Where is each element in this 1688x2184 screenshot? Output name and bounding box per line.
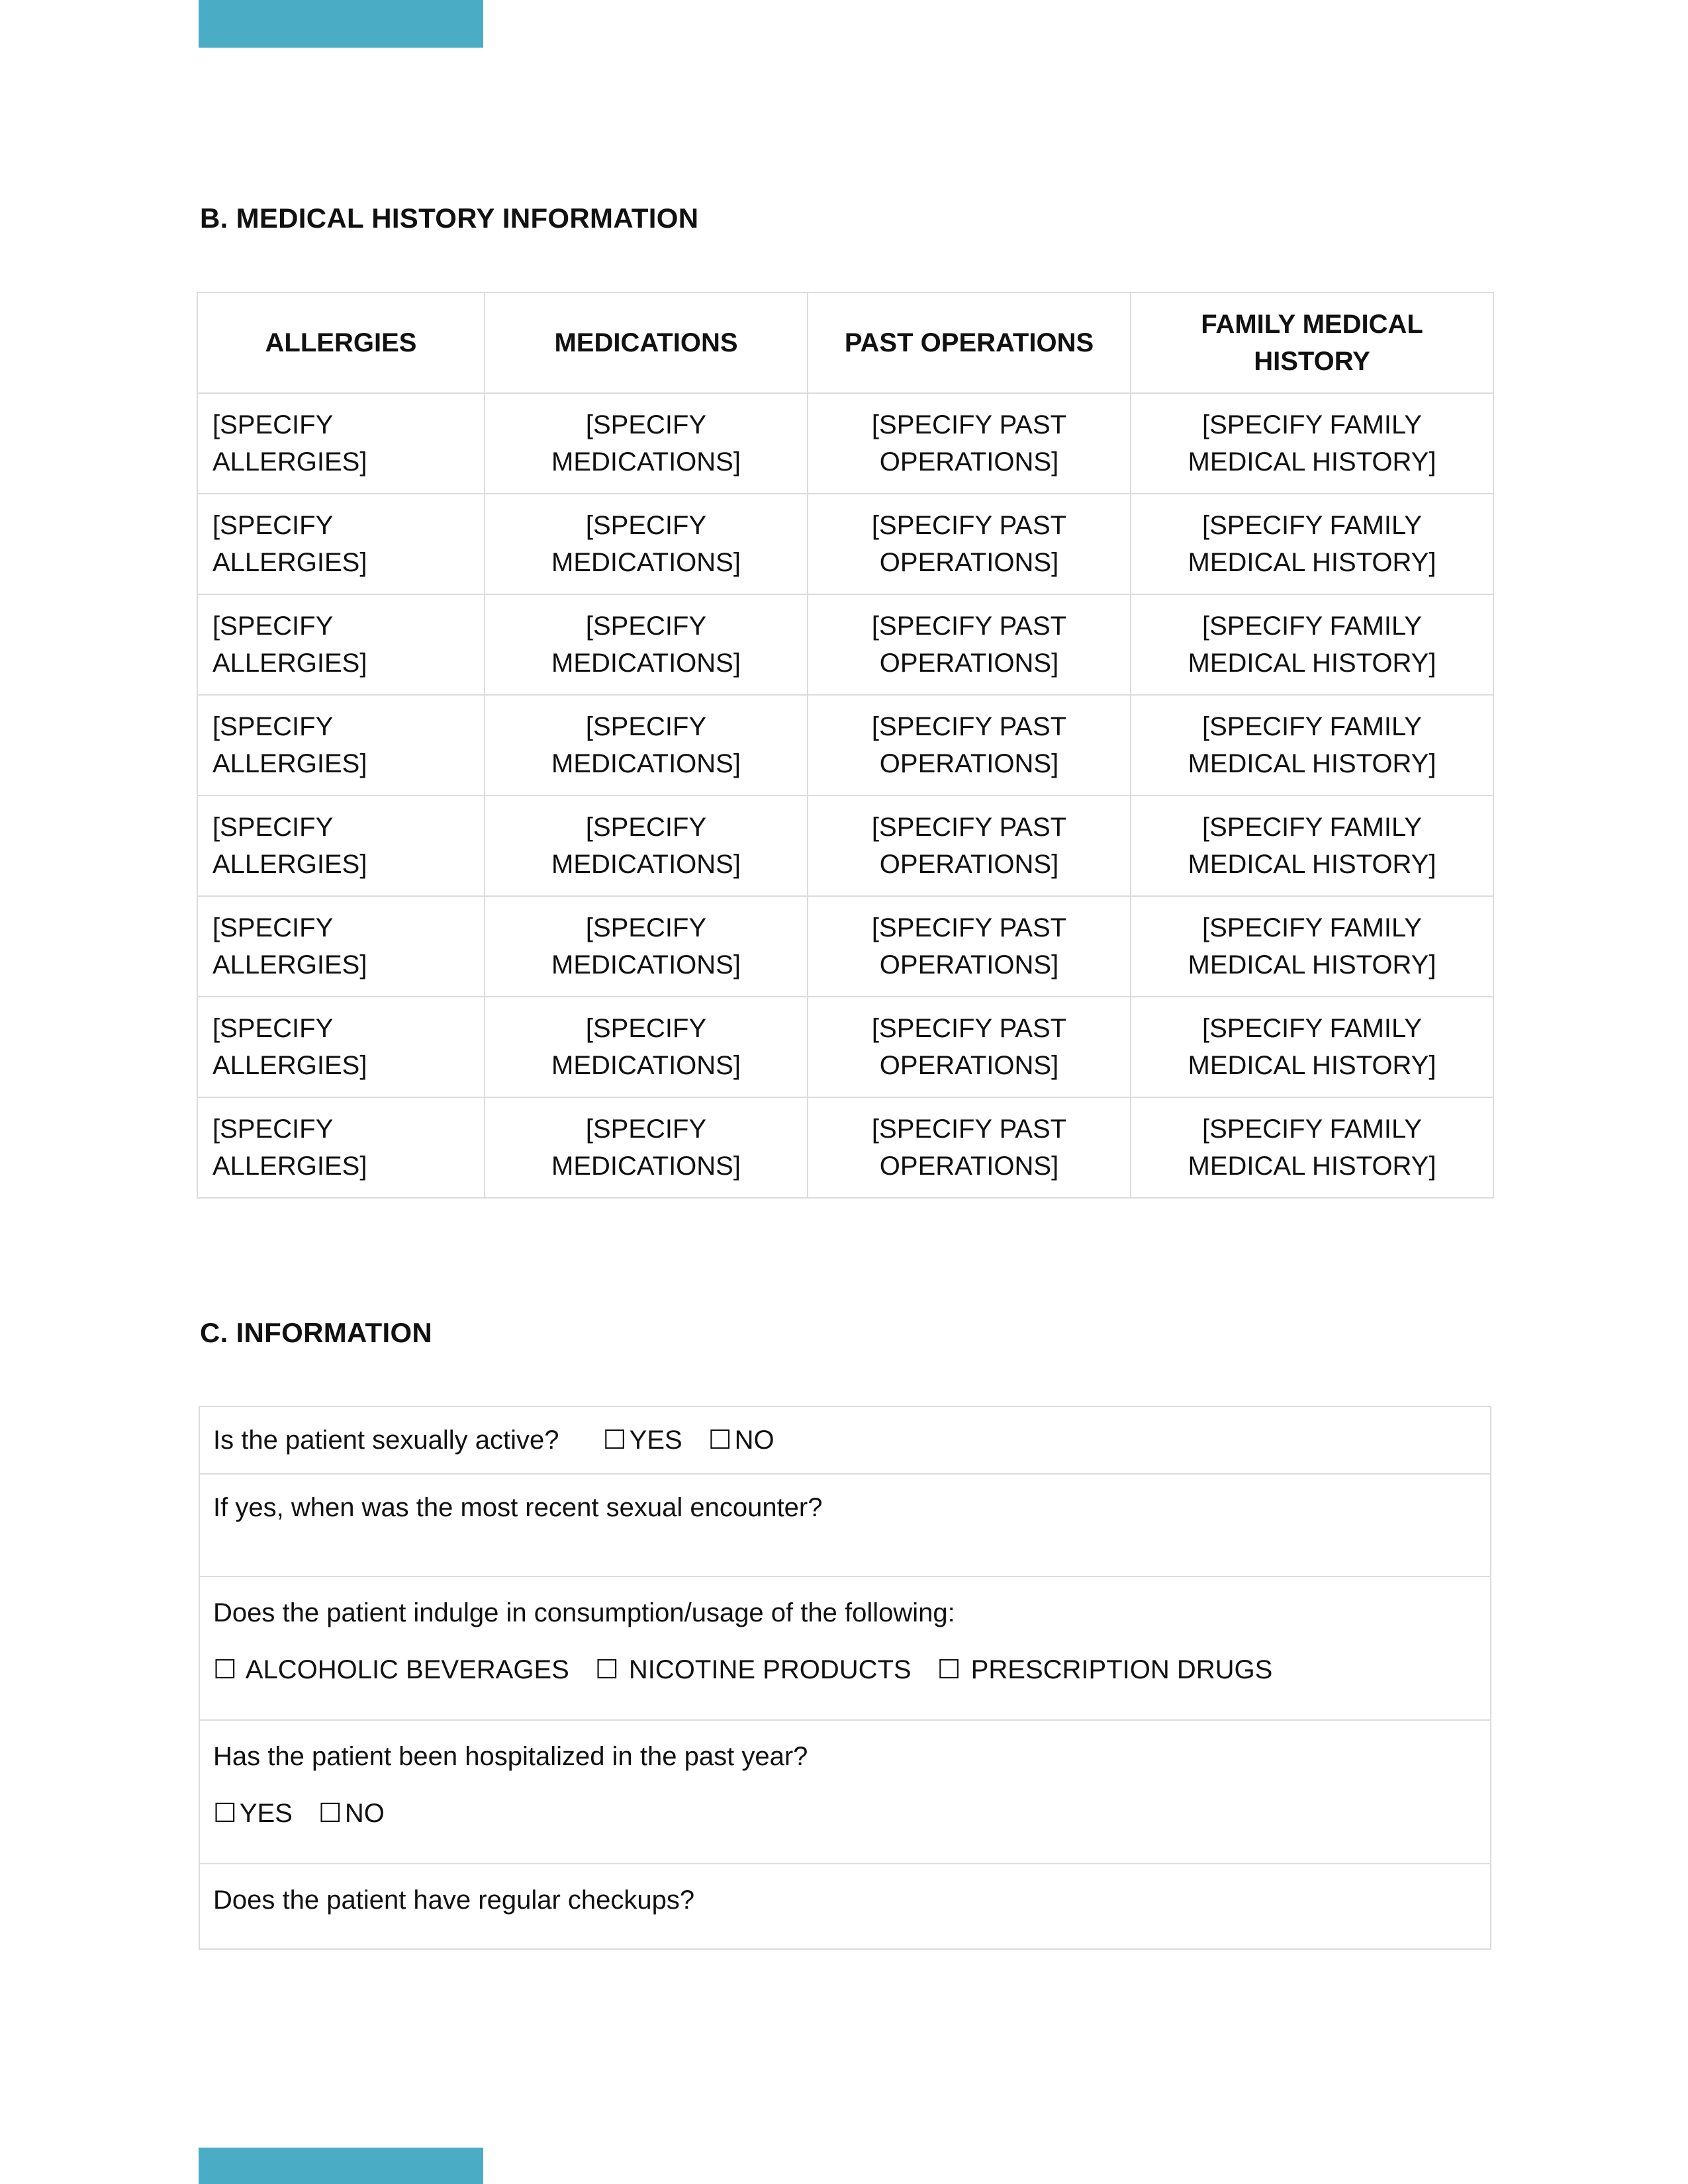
nicotine-products-option[interactable] — [595, 1651, 912, 1688]
medications-cell[interactable]: [SPECIFY MEDICATIONS] — [485, 695, 808, 796]
option-label: NO — [344, 1799, 385, 1828]
checkbox-icon[interactable]: ☐ — [602, 1425, 627, 1455]
table-row — [197, 393, 1493, 494]
information-form — [199, 1406, 1491, 1950]
sexually-active-no-option[interactable] — [708, 1422, 774, 1459]
past-operations-cell[interactable]: [SPECIFY PAST OPERATIONS] — [808, 896, 1131, 997]
allergies-cell[interactable]: [SPECIFY ALLERGIES] — [197, 393, 485, 494]
allergies-cell[interactable]: [SPECIFY ALLERGIES] — [197, 494, 485, 594]
footer-accent-bar — [199, 2148, 483, 2184]
past-operations-cell[interactable]: [SPECIFY PAST OPERATIONS] — [808, 796, 1131, 896]
medications-cell[interactable]: [SPECIFY MEDICATIONS] — [485, 594, 808, 695]
family-history-cell[interactable]: [SPECIFY FAMILY MEDICAL HISTORY] — [1131, 997, 1493, 1097]
medications-cell[interactable]: [SPECIFY MEDICATIONS] — [485, 997, 808, 1097]
checkups-question: Does the patient have regular checkups? — [213, 1886, 695, 1915]
checkbox-icon[interactable]: ☐ — [318, 1798, 342, 1829]
hospitalized-row — [200, 1721, 1490, 1864]
past-operations-cell[interactable]: [SPECIFY PAST OPERATIONS] — [808, 1097, 1131, 1198]
option-label: ALCOHOLIC BEVERAGES — [245, 1655, 569, 1684]
medications-cell[interactable]: [SPECIFY MEDICATIONS] — [485, 796, 808, 896]
option-label: NO — [734, 1426, 774, 1455]
family-history-cell[interactable]: [SPECIFY FAMILY MEDICAL HISTORY] — [1131, 1097, 1493, 1198]
checkups-row[interactable] — [200, 1864, 1490, 1948]
recent-encounter-question: If yes, when was the most recent sexual encounter? — [213, 1493, 823, 1522]
table-row — [197, 997, 1493, 1097]
table-row — [197, 594, 1493, 695]
recent-encounter-row[interactable] — [200, 1475, 1490, 1577]
allergies-cell[interactable]: [SPECIFY ALLERGIES] — [197, 997, 485, 1097]
allergies-cell[interactable]: [SPECIFY ALLERGIES] — [197, 1097, 485, 1198]
family-history-cell[interactable]: [SPECIFY FAMILY MEDICAL HISTORY] — [1131, 393, 1493, 494]
allergies-cell[interactable]: [SPECIFY ALLERGIES] — [197, 796, 485, 896]
checkbox-icon[interactable]: ☐ — [937, 1655, 961, 1685]
consumption-question: Does the patient indulge in consumption/usage of the following: — [213, 1598, 955, 1627]
table-row — [197, 1097, 1493, 1198]
family-history-cell[interactable]: [SPECIFY FAMILY MEDICAL HISTORY] — [1131, 896, 1493, 997]
sexually-active-question: Is the patient sexually active? — [213, 1426, 559, 1455]
table-row — [197, 896, 1493, 997]
medical-history-table — [197, 292, 1494, 1199]
header-accent-bar — [199, 0, 483, 48]
alcoholic-beverages-option[interactable] — [213, 1651, 569, 1688]
sexually-active-yes-option[interactable] — [603, 1422, 682, 1459]
family-history-cell[interactable]: [SPECIFY FAMILY MEDICAL HISTORY] — [1131, 796, 1493, 896]
checkbox-icon[interactable]: ☐ — [708, 1425, 732, 1455]
hospitalized-yes-option[interactable] — [213, 1795, 293, 1832]
header-allergies: ALLERGIES — [197, 293, 485, 393]
header-past-operations: PAST OPERATIONS — [808, 293, 1131, 393]
consumption-row — [200, 1577, 1490, 1721]
family-history-cell[interactable]: [SPECIFY FAMILY MEDICAL HISTORY] — [1131, 494, 1493, 594]
past-operations-cell[interactable]: [SPECIFY PAST OPERATIONS] — [808, 393, 1131, 494]
header-medications: MEDICATIONS — [485, 293, 808, 393]
allergies-cell[interactable]: [SPECIFY ALLERGIES] — [197, 896, 485, 997]
medications-cell[interactable]: [SPECIFY MEDICATIONS] — [485, 393, 808, 494]
table-row — [197, 695, 1493, 796]
checkbox-icon[interactable]: ☐ — [213, 1798, 237, 1829]
section-c-title: C. INFORMATION — [200, 1317, 433, 1348]
prescription-drugs-option[interactable] — [937, 1651, 1273, 1688]
hospitalized-no-option[interactable] — [318, 1795, 385, 1832]
allergies-cell[interactable]: [SPECIFY ALLERGIES] — [197, 695, 485, 796]
medications-cell[interactable]: [SPECIFY MEDICATIONS] — [485, 1097, 808, 1198]
medications-cell[interactable]: [SPECIFY MEDICATIONS] — [485, 494, 808, 594]
checkbox-icon[interactable]: ☐ — [594, 1655, 619, 1685]
allergies-cell[interactable]: [SPECIFY ALLERGIES] — [197, 594, 485, 695]
medications-cell[interactable]: [SPECIFY MEDICATIONS] — [485, 896, 808, 997]
section-b-title: B. MEDICAL HISTORY INFORMATION — [200, 203, 699, 234]
past-operations-cell[interactable]: [SPECIFY PAST OPERATIONS] — [808, 594, 1131, 695]
option-label: YES — [239, 1799, 293, 1828]
checkbox-icon[interactable]: ☐ — [213, 1655, 237, 1685]
past-operations-cell[interactable]: [SPECIFY PAST OPERATIONS] — [808, 997, 1131, 1097]
table-header-row — [197, 293, 1493, 393]
family-history-cell[interactable]: [SPECIFY FAMILY MEDICAL HISTORY] — [1131, 695, 1493, 796]
hospitalized-question: Has the patient been hospitalized in the past year? — [213, 1742, 808, 1771]
table-row — [197, 796, 1493, 896]
option-label: NICOTINE PRODUCTS — [628, 1655, 912, 1684]
header-family-medical-history: FAMILY MEDICAL HISTORY — [1131, 293, 1493, 393]
option-label: YES — [629, 1426, 682, 1455]
sexually-active-row — [200, 1407, 1490, 1475]
table-row — [197, 494, 1493, 594]
past-operations-cell[interactable]: [SPECIFY PAST OPERATIONS] — [808, 494, 1131, 594]
option-label: PRESCRIPTION DRUGS — [970, 1655, 1273, 1684]
family-history-cell[interactable]: [SPECIFY FAMILY MEDICAL HISTORY] — [1131, 594, 1493, 695]
past-operations-cell[interactable]: [SPECIFY PAST OPERATIONS] — [808, 695, 1131, 796]
